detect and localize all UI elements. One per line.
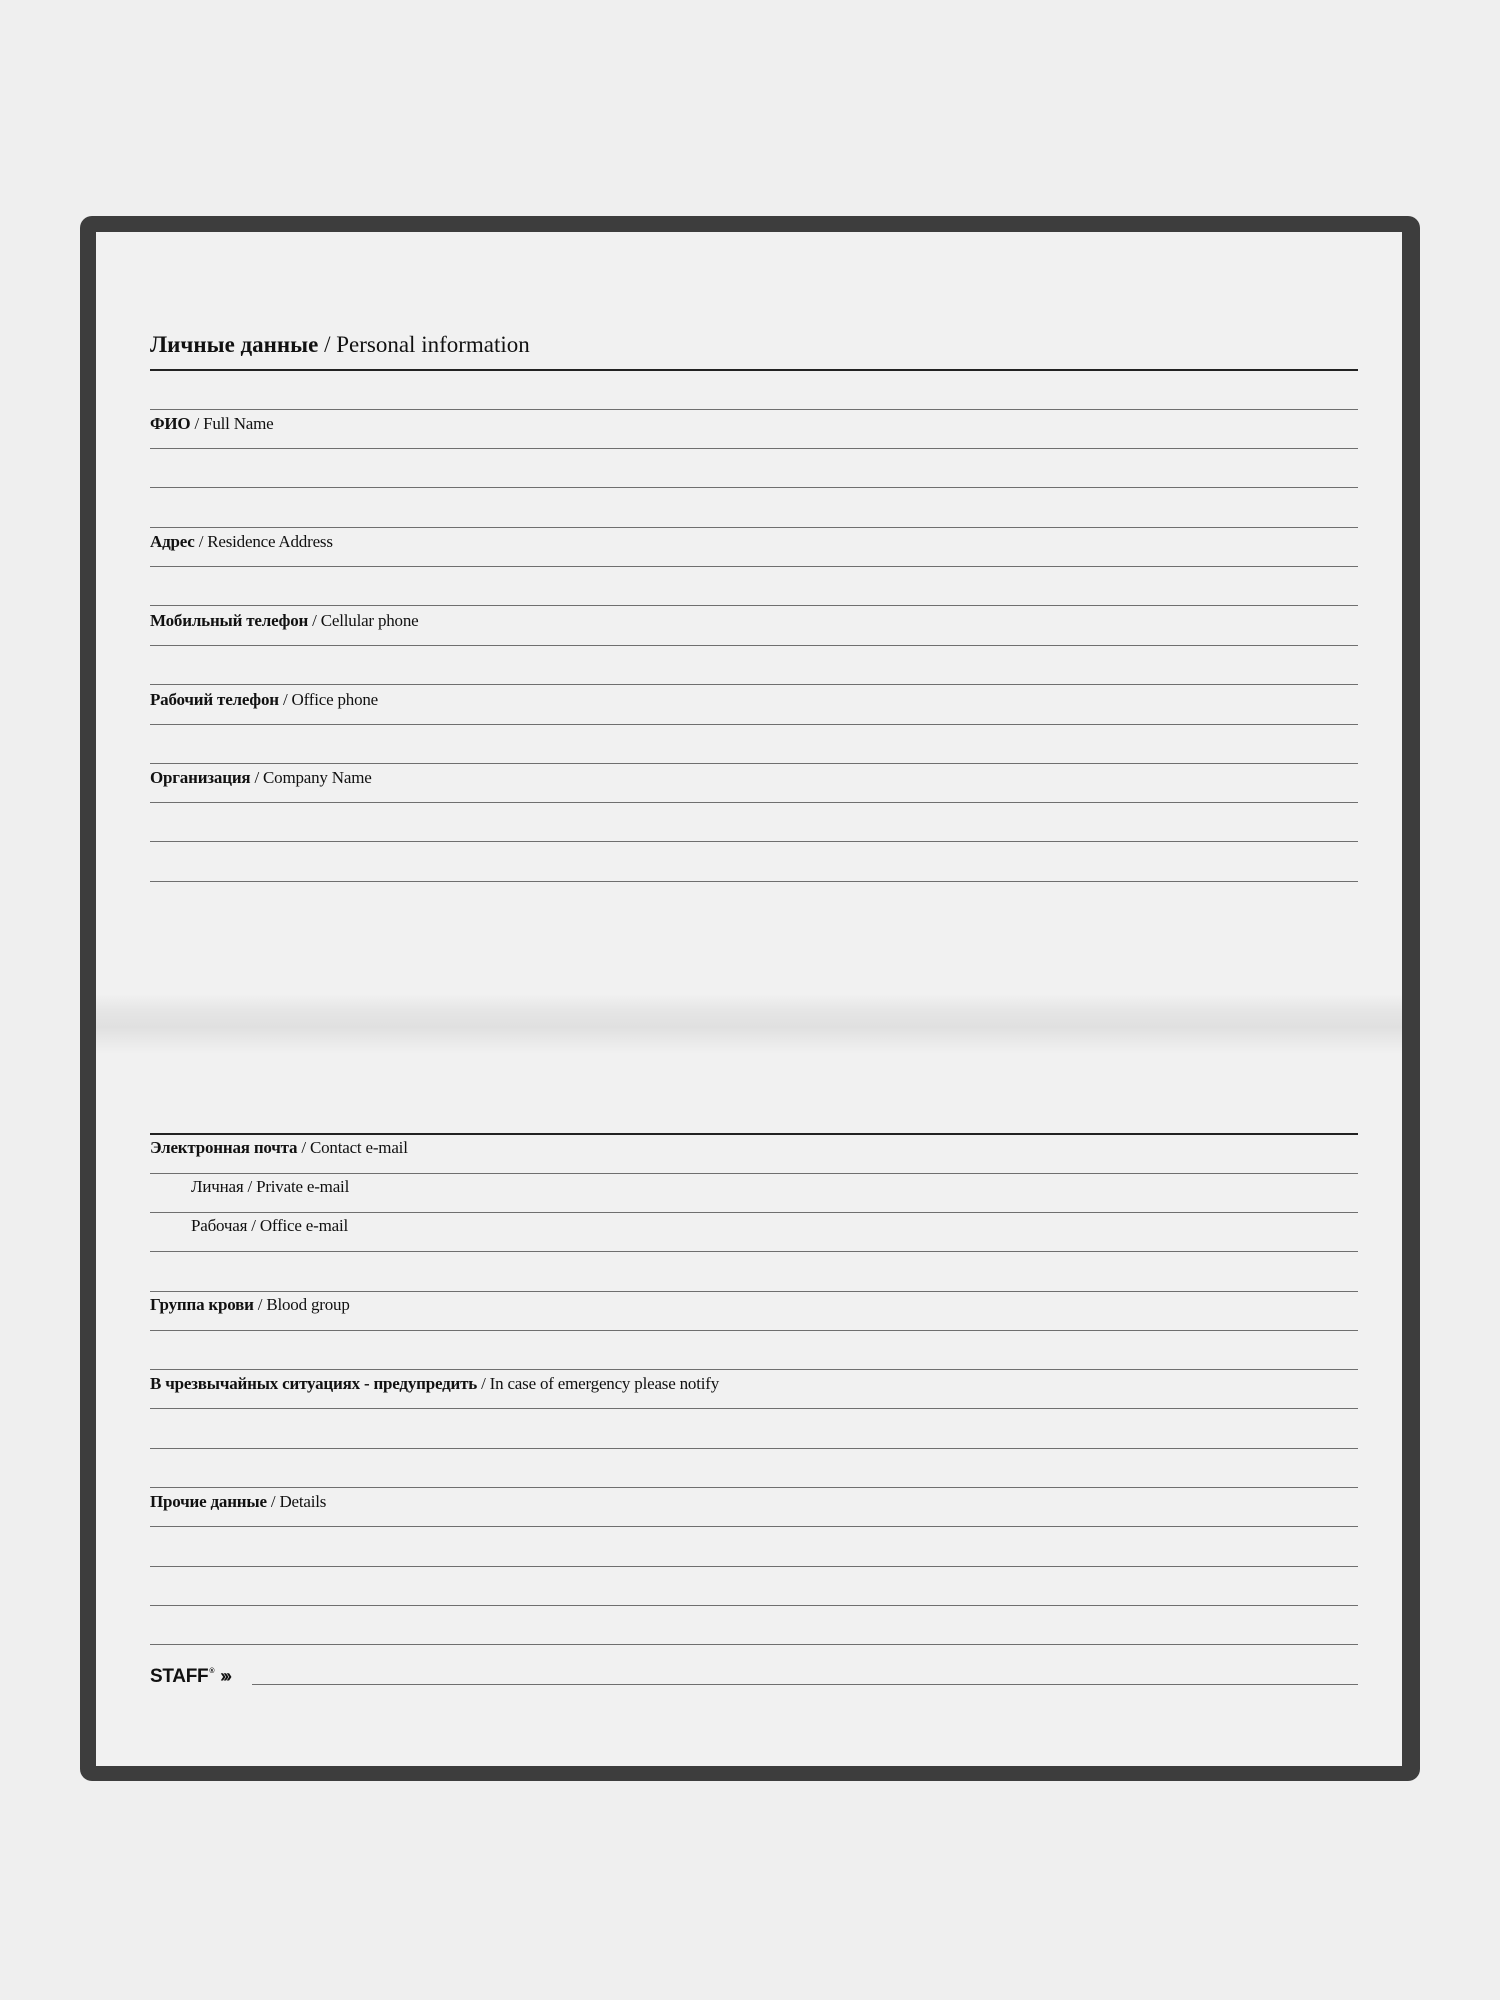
company-en: / Company Name [250, 768, 372, 787]
ruled-line[interactable] [150, 881, 1358, 882]
registered-mark: ® [209, 1668, 215, 1675]
field-label-email [150, 1138, 408, 1158]
brand-line[interactable] [252, 1684, 1358, 1685]
ruled-line[interactable] [150, 1448, 1358, 1449]
office-email-line[interactable] [150, 1251, 1358, 1252]
field-label-office-email: Рабочая / Office e-mail [191, 1216, 349, 1235]
email-line [150, 1173, 1358, 1174]
ruled-line[interactable] [150, 1566, 1358, 1567]
blood-group-en: / Blood group [253, 1295, 350, 1314]
ruled-line [150, 605, 1358, 606]
ruled-line [150, 1291, 1358, 1292]
page-title-en: / Personal information [318, 332, 530, 357]
ruled-line [150, 527, 1358, 528]
office-phone-line[interactable] [150, 724, 1358, 725]
ruled-line[interactable] [150, 841, 1358, 842]
blood-group-ru: Группа крови [150, 1295, 254, 1314]
ruled-line [150, 409, 1358, 410]
field-label-blood-group [150, 1295, 350, 1315]
personal-info-page [96, 232, 1402, 1766]
staff-logo [150, 1666, 229, 1688]
ruled-line [150, 1369, 1358, 1370]
brand-name: STAFF [150, 1666, 209, 1687]
email-en: / Contact e-mail [297, 1138, 408, 1157]
address-ru: Адрес [150, 532, 195, 551]
private-email-line[interactable] [150, 1212, 1358, 1213]
field-label-details [150, 1492, 326, 1512]
ruled-line [150, 684, 1358, 685]
ruled-line[interactable] [150, 1605, 1358, 1606]
email-ru: Электронная почта [150, 1138, 298, 1157]
full-name-line[interactable] [150, 448, 1358, 449]
address-line[interactable] [150, 566, 1358, 567]
field-label-company [150, 768, 372, 788]
field-label-emergency [150, 1374, 719, 1394]
office-phone-en: / Office phone [278, 690, 379, 709]
field-label-mobile [150, 611, 419, 631]
title-underline [150, 369, 1358, 371]
full-name-en: / Full Name [190, 414, 274, 433]
chevrons-icon: ››› [220, 1666, 230, 1686]
page-fold [96, 994, 1402, 1054]
ruled-line [150, 763, 1358, 764]
blood-group-line[interactable] [150, 1330, 1358, 1331]
mobile-ru: Мобильный телефон [150, 611, 309, 630]
field-label-address [150, 532, 333, 552]
field-label-private-email: Личная / Private e-mail [191, 1177, 350, 1196]
ruled-line[interactable] [150, 487, 1358, 488]
details-line[interactable] [150, 1526, 1358, 1527]
field-label-office-phone [150, 690, 378, 710]
mobile-en: / Cellular phone [308, 611, 419, 630]
details-en: / Details [266, 1492, 327, 1511]
company-ru: Организация [150, 768, 251, 787]
office-phone-ru: Рабочий телефон [150, 690, 279, 709]
ruled-line [150, 1487, 1358, 1488]
address-en: / Residence Address [194, 532, 333, 551]
details-ru: Прочие данные [150, 1492, 267, 1511]
emergency-en: / In case of emergency please notify [477, 1374, 720, 1393]
mobile-line[interactable] [150, 645, 1358, 646]
emergency-line[interactable] [150, 1408, 1358, 1409]
page-title [150, 332, 530, 358]
emergency-ru: В чрезвычайных ситуациях - предупредить [150, 1374, 478, 1393]
field-label-full-name [150, 414, 274, 434]
company-line[interactable] [150, 802, 1358, 803]
ruled-line[interactable] [150, 1644, 1358, 1645]
page-title-ru: Личные данные [150, 332, 319, 357]
full-name-ru: ФИО [150, 414, 191, 433]
section-top-line [150, 1133, 1358, 1135]
